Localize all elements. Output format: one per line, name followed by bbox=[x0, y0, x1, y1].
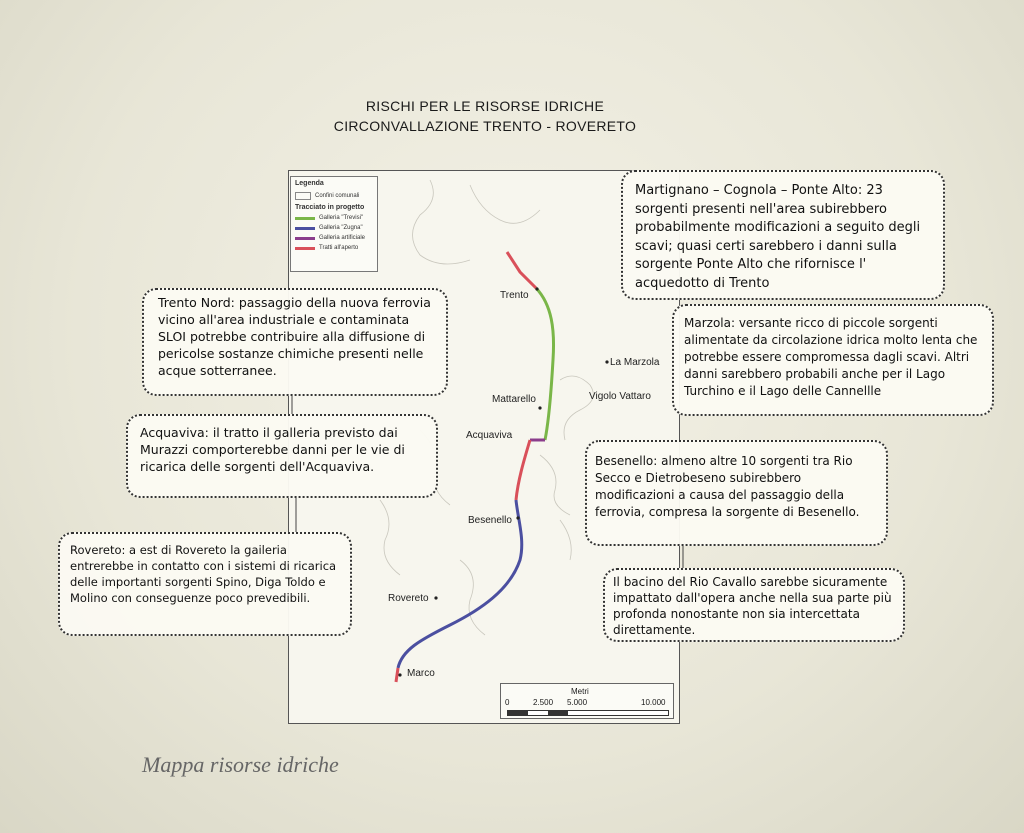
besenello-dot bbox=[516, 516, 519, 519]
scale-tick-2500: 2.500 bbox=[533, 698, 554, 707]
legend-swatch-zugna bbox=[295, 227, 315, 230]
route-open-north bbox=[507, 252, 536, 288]
place-besenello: Besenello bbox=[468, 515, 512, 526]
marco-dot bbox=[398, 673, 401, 676]
place-marco: Marco bbox=[407, 668, 435, 679]
place-mattarello: Mattarello bbox=[492, 394, 536, 405]
callout-rovereto: Rovereto: a est di Rovereto la gaileria entrerebbe in contatto con i sistemi di ricarica delle importanti sorgenti Spino, Diga Toldo e Molino con conseguenze poco prevedibili. bbox=[58, 532, 352, 636]
scale-tick-5000: 5.000 bbox=[567, 698, 588, 707]
place-la-marzola: La Marzola bbox=[610, 357, 660, 368]
municipal-boundaries bbox=[380, 180, 593, 635]
callout-besenello: Besenello: almeno altre 10 sorgenti tra Rio Secco e Dietrobeseno subirebbero modificazioni a causa del passaggio della ferrovia, compresa la sorgente di Besenello. bbox=[585, 440, 888, 546]
scale-tick-0: 0 bbox=[505, 698, 510, 707]
figure-caption: Mappa risorse idriche bbox=[142, 752, 339, 777]
callout-trento-nord: Trento Nord: passaggio della nuova ferrovia vicino all'area industriale e contaminata SLOI potrebbe contribuire alla diffusione di pericolse sostanze chimiche presenti nelle acque sotterranee. bbox=[142, 288, 448, 396]
route-tunnel-trevisi bbox=[536, 288, 554, 440]
scale-bar bbox=[500, 683, 674, 719]
legend-swatch-aperto bbox=[295, 247, 315, 250]
place-vigolo-vattaro: Vigolo Vattaro bbox=[589, 391, 651, 402]
title-line-2: CIRCONVALLAZIONE TRENTO - ROVERETO bbox=[333, 118, 637, 134]
route-open-acquaviva bbox=[516, 440, 530, 500]
rovereto-dot bbox=[434, 596, 437, 599]
legend-boundary-label: Confini comunali bbox=[315, 193, 360, 199]
map-legend bbox=[290, 176, 378, 272]
legend-label-trevisi: Galleria "Trevisi" bbox=[319, 215, 364, 221]
legend-subheading: Tracciato in progetto bbox=[295, 204, 365, 211]
scale-unit: Metri bbox=[571, 687, 589, 696]
place-rovereto: Rovereto bbox=[388, 593, 429, 604]
mattarello-dot bbox=[538, 406, 541, 409]
legend-label-zugna: Galleria "Zugna" bbox=[319, 225, 363, 231]
legend-label-artificiale: Galleria artificiale bbox=[319, 235, 366, 241]
legend-label-aperto: Tratti all'aperto bbox=[319, 245, 359, 251]
callout-marzola: Marzola: versante ricco di piccole sorgenti alimentate da circolazione idrica molto lenta che potrebbe essere compromessa dagli scavi. Altri danni sarebbero probabili anche per il Lago Turchino e il Lago delle Cannellle bbox=[672, 304, 994, 416]
trento-dot bbox=[535, 287, 538, 290]
place-acquaviva: Acquaviva bbox=[466, 430, 513, 441]
place-trento: Trento bbox=[500, 290, 529, 301]
callout-rio-cavallo: Il bacino del Rio Cavallo sarebbe sicuramente impattato dall'opera anche nella sua parte più profonda nonostante non sia intercettata direttamente. bbox=[603, 568, 905, 642]
scale-tick-10000: 10.000 bbox=[641, 698, 666, 707]
callout-acquaviva: Acquaviva: il tratto il galleria previsto dai Murazzi comporterebbe danni per le vie di ricarica delle sorgenti dell'Acquaviva. bbox=[126, 414, 438, 498]
route-open-south bbox=[396, 668, 398, 682]
la-marzola-dot bbox=[605, 360, 608, 363]
callout-martignano: Martignano – Cognola – Ponte Alto: 23 sorgenti presenti nell'area subirebbero probabilmente modificazioni a seguito degli scavi; quasi certi sarebbero i danni sulla sorgente Ponte Alto che rifornisce l' acquedotto di Trento bbox=[621, 170, 945, 300]
legend-swatch-artificiale bbox=[295, 237, 315, 240]
boundary-swatch bbox=[295, 192, 311, 200]
scale-ruler bbox=[507, 710, 669, 716]
legend-swatch-trevisi bbox=[295, 217, 315, 220]
legend-heading: Legenda bbox=[295, 180, 324, 187]
title-line-1: RISCHI PER LE RISORSE IDRICHE bbox=[365, 98, 605, 114]
